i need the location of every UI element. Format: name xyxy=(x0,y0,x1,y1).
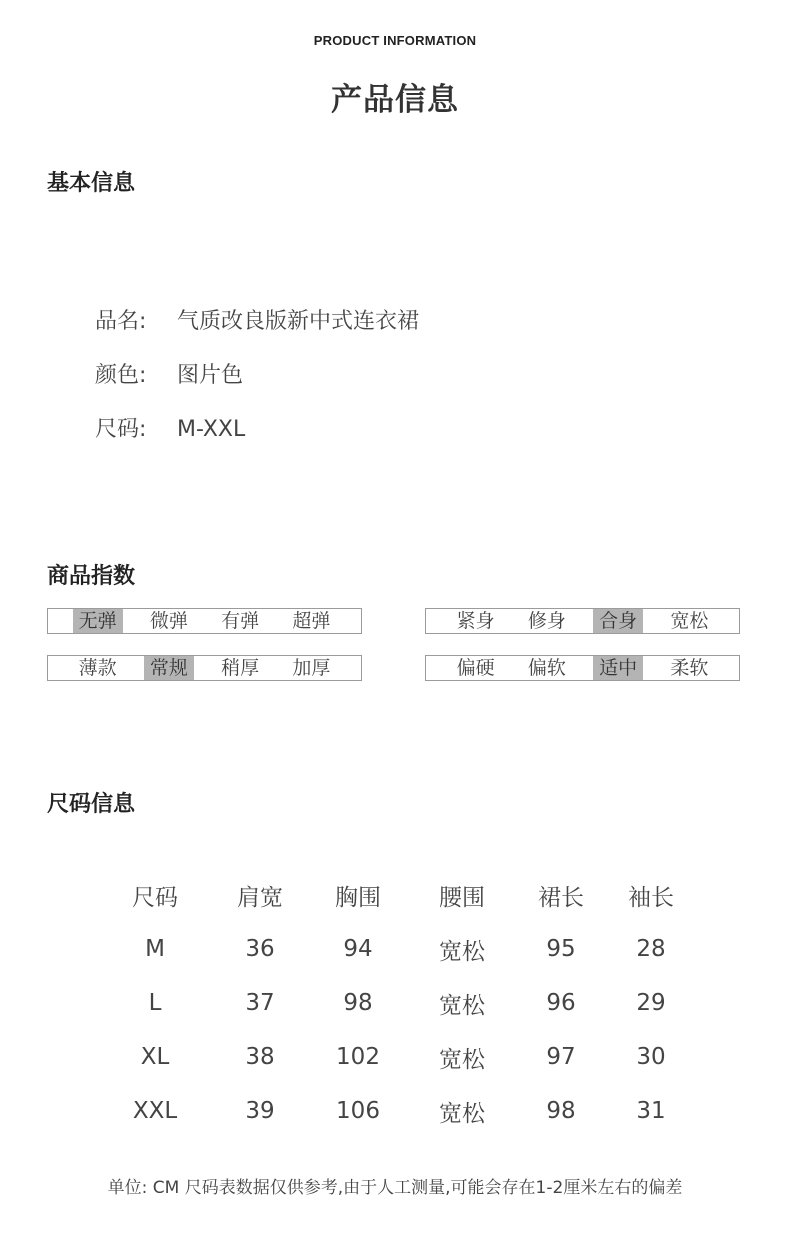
table-cell: 96 xyxy=(546,990,576,1016)
index-group-fit xyxy=(425,608,740,634)
table-cell: M xyxy=(145,936,165,962)
table-cell: 39 xyxy=(245,1098,275,1124)
info-label: 品名: xyxy=(95,309,147,334)
index-group-softness xyxy=(425,655,740,681)
page-title: 产品信息 xyxy=(331,82,459,118)
index-option: 偏硬 xyxy=(456,657,495,679)
index-option: 修身 xyxy=(527,610,566,632)
index-option: 微弹 xyxy=(149,610,188,632)
info-value: 气质改良版新中式连衣裙 xyxy=(177,309,420,334)
table-cell: 37 xyxy=(245,990,275,1016)
column-header: 肩宽 xyxy=(237,884,283,911)
info-row-name xyxy=(95,307,419,337)
table-cell: 98 xyxy=(343,990,373,1016)
table-cell: 97 xyxy=(546,1044,576,1070)
index-option: 无弹 xyxy=(73,609,123,633)
column-header: 尺码 xyxy=(132,884,178,911)
index-option: 超弹 xyxy=(292,610,331,632)
column-header: 裙长 xyxy=(538,884,584,911)
index-option: 宽松 xyxy=(670,610,709,632)
table-cell: 106 xyxy=(336,1098,380,1124)
table-cell: 宽松 xyxy=(439,1046,485,1073)
table-header-row xyxy=(100,868,698,922)
table-cell: 36 xyxy=(245,936,275,962)
table-row xyxy=(100,1084,698,1138)
table-cell: 29 xyxy=(636,990,666,1016)
info-row-color xyxy=(95,361,243,391)
index-option: 偏软 xyxy=(527,657,566,679)
column-header: 胸围 xyxy=(335,884,381,911)
index-option: 稍厚 xyxy=(221,657,260,679)
info-label: 颜色: xyxy=(95,363,147,388)
index-group-elasticity xyxy=(47,608,362,634)
size-table xyxy=(100,868,698,1138)
index-option: 柔软 xyxy=(670,657,709,679)
info-value: M-XXL xyxy=(177,417,246,442)
table-cell: XL xyxy=(140,1044,170,1070)
index-option: 适中 xyxy=(593,656,643,680)
index-option: 常规 xyxy=(144,656,194,680)
index-option: 薄款 xyxy=(78,657,117,679)
table-row xyxy=(100,1030,698,1084)
table-cell: L xyxy=(148,990,162,1016)
table-row xyxy=(100,922,698,976)
english-title: PRODUCT INFORMATION xyxy=(313,33,477,48)
column-header: 袖长 xyxy=(628,884,674,911)
table-cell: 28 xyxy=(636,936,666,962)
table-cell: XXL xyxy=(132,1098,178,1124)
info-value: 图片色 xyxy=(177,363,244,388)
info-row-size xyxy=(95,415,245,445)
table-cell: 94 xyxy=(343,936,373,962)
table-cell: 30 xyxy=(636,1044,666,1070)
table-cell: 31 xyxy=(636,1098,666,1124)
table-cell: 宽松 xyxy=(439,992,485,1019)
table-cell: 102 xyxy=(336,1044,380,1070)
index-option: 加厚 xyxy=(292,657,331,679)
column-header: 腰围 xyxy=(439,884,485,911)
basic-info-heading: 基本信息 xyxy=(47,171,136,196)
table-cell: 95 xyxy=(546,936,576,962)
table-cell: 98 xyxy=(546,1098,576,1124)
index-option: 合身 xyxy=(593,609,643,633)
index-option: 紧身 xyxy=(456,610,495,632)
table-cell: 38 xyxy=(245,1044,275,1070)
index-option: 有弹 xyxy=(221,610,260,632)
info-label: 尺码: xyxy=(95,417,147,442)
measurement-note: 单位: CM 尺码表数据仅供参考,由于人工测量,可能会存在1-2厘米左右的偏差 xyxy=(107,1178,683,1198)
index-group-thickness xyxy=(47,655,362,681)
table-cell: 宽松 xyxy=(439,938,485,965)
size-info-heading: 尺码信息 xyxy=(47,792,136,817)
table-cell: 宽松 xyxy=(439,1100,485,1127)
product-index-heading: 商品指数 xyxy=(47,564,136,589)
table-row xyxy=(100,976,698,1030)
